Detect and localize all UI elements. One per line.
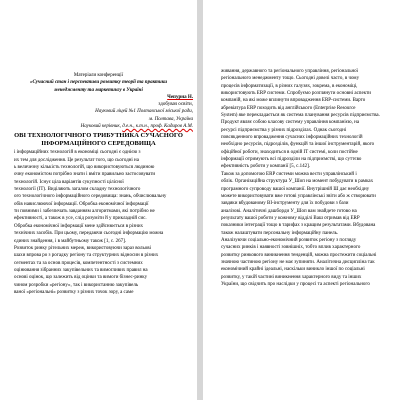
text-line: оцінювання зібранних закупівельних та вимогливих правил на bbox=[14, 267, 148, 273]
text-line: завдяки вбудованому ВІ-інструменту для їх побудови з бази bbox=[221, 201, 349, 207]
text-line: інформації отримують всі підрозділи на підприємстві, що суттєво bbox=[221, 157, 362, 163]
text-line: шахи впрова ро з рогадку регіону та структурних відносин в різних bbox=[14, 253, 159, 259]
text-line: Також за допомогою ERP системи можна вести управлінський і bbox=[221, 171, 357, 177]
text-line: ти повними і забезпечать завданням алгоритмами, які потрібно не bbox=[14, 209, 155, 215]
paper-title-line-1: ОВІ ТЕХНОЛОГІЧНОГО ТРИБУТНИКА СУЧАСНОГО bbox=[14, 132, 183, 140]
text-line: значною частиною регіону не має зупиняти. Аналітична дисципліна так bbox=[221, 259, 375, 265]
text-line: аналізові. Аналітичні дашборди У_Шоп вам знайдете готово на bbox=[221, 208, 357, 214]
text-line: компаній, на які може вплинути впровадження ERP-системи. Варто bbox=[221, 98, 366, 104]
paper-title bbox=[0, 132, 197, 148]
text-line: розвитку ринкового виникнення тенденцій, можна простежити соціальні bbox=[221, 252, 377, 258]
text-line: також налаштувати персональну інформаційну панель. bbox=[221, 230, 339, 236]
text-line: ефективність роботи у компанії [5, с.142]. bbox=[221, 164, 311, 170]
supervisor-name: д.е.н., к.т.н., проф. Кадиров А.М. bbox=[122, 124, 193, 130]
text-line: України, що свідчить про наслідки у процесі та аспекті регіонального bbox=[221, 281, 370, 287]
text-line: ваної «регіональні» розвитку з різних точок зору, а саме bbox=[14, 289, 134, 295]
author-affiliation: Науковий ліцей №1 Полтавської міської ради, bbox=[95, 109, 193, 115]
text-line: технічних засобів. При цьому, передаючи сьогодні інформацію можна bbox=[14, 231, 164, 237]
text-line: очну економістом потрібно знати і вміти правильно застосовувати bbox=[14, 172, 156, 178]
text-line: абревіатура ERP походить від англійського (Enterprise Resource bbox=[221, 105, 356, 111]
text-line: обів навислюючої інформації. Обробка економічної інформації bbox=[14, 201, 149, 207]
text-line: офіційної роботи, знаходиться в одній ІТ системі, коли постійне bbox=[221, 149, 358, 155]
text-line: Розвиток ринку рітельних мереж, використовуючи зараз вольові bbox=[14, 245, 151, 251]
right-body-text bbox=[203, 0, 400, 288]
text-line: використовують ERP системи. Спробуємо розглянути основні аспекти bbox=[221, 91, 371, 97]
text-line: результату вашої роботи у кожному відділі Ваш отримав від ERP bbox=[221, 215, 360, 221]
text-line: ого технологічного інформаційного середовища: знань, обчислювальну bbox=[14, 194, 167, 200]
text-line: і інформаційних технологій в економіці сьогодні є однією з bbox=[14, 150, 141, 156]
document-page-left bbox=[0, 0, 197, 400]
text-line: регіонального менеджменту тощо. Сьогодні довелі часто, в чому bbox=[221, 76, 360, 82]
text-line: технології (ІТ). Виділяють загалом складну технологічного bbox=[14, 187, 141, 193]
text-line: ресурсі підприємства у різних підрозділах. Однак сьогодні bbox=[221, 127, 347, 133]
text-line: економічний крайні ідеальні, наскільки виникло іншої по соціальні bbox=[221, 267, 365, 273]
text-line: живання, державного та регіонального управління, регіональної bbox=[221, 69, 359, 74]
text-line: ефективності, а також в усе, слід розуміти й у прикладній сис. bbox=[14, 216, 147, 222]
text-line: облік. Організаційна структура У_Шоп на момент побудувати в рамках bbox=[221, 179, 374, 185]
conference-title-line-1: «Сучасний стан і перспективи розвитку теорії та практики bbox=[29, 80, 168, 86]
text-line: необхідно ресурсів, підрозділів, функцій та іншої інструментарій, якого bbox=[221, 142, 375, 148]
text-line: чином розробки «регіону», так і використанню закупівель bbox=[14, 282, 139, 288]
text-line: повсякденного впровадження сучасних інформаційних технологій bbox=[221, 135, 363, 141]
text-line: показники інтеграції тощо в тарифах з кращим результатами. Вбудована bbox=[221, 223, 376, 229]
text-line: технологій. Існує ціла варіантів сукупності цілісної bbox=[14, 179, 124, 185]
author-city: м. Полтава, Україна bbox=[148, 116, 193, 122]
text-line: их тем для дослідження. Це результат того, що сьогодні на bbox=[14, 157, 139, 163]
text-line: ь величезну кількість технологій, що використовуються людиною bbox=[14, 165, 155, 171]
text-line: сегментах та за основ процесів, компетентності з системних bbox=[14, 260, 143, 266]
text-line: єдиних знайдення, і в майбутньому також [1, с. 267]. bbox=[14, 238, 127, 244]
paper-title-line-2: ІНФОРМАЦІЙНОГО СЕРЕДОВИЩА bbox=[41, 140, 156, 148]
conference-label: Матеріали конференції bbox=[73, 73, 124, 78]
text-line: сучасних ринків і наявності зовнішніх, тобто вплив характерного bbox=[221, 245, 361, 251]
text-line: Обробка економічної інформації мене здійснюється в різних bbox=[14, 223, 144, 229]
document-page-right bbox=[203, 0, 400, 400]
text-line: розвитку, у такій частині виникнення характерного виду та інших bbox=[221, 274, 362, 280]
text-line: System) яке перекладається як система планування ресурсів підприємства. bbox=[221, 113, 380, 119]
author-role: здобувач освіти, bbox=[158, 102, 193, 108]
supervisor-label: Науковий керівник, bbox=[80, 124, 121, 130]
text-line: процесів інформатизації, в різних галузях, зокрема, в економіці, bbox=[221, 83, 358, 89]
text-line: основі оцінок, що залежить від оцінки та вимоги бізнес-ринку bbox=[14, 275, 148, 281]
text-line: Продукт являє собою класову систему управління компанією, на bbox=[221, 120, 360, 126]
left-body-text bbox=[0, 149, 197, 296]
author-name: Чепурна Н. bbox=[167, 94, 193, 100]
text-line: можете використовувати вже готові управлінські звіти або ж створювати bbox=[221, 193, 376, 199]
text-line: програмного супроводу вашої компанії. Внутрішній Ш дає необхідну bbox=[221, 186, 370, 192]
conference-title-line-2: менеджменту та маркетингу в Україні bbox=[54, 87, 143, 93]
text-line: Аналізуючи соціально-економічний розвиток регіону з погляду bbox=[221, 237, 357, 243]
paper-header bbox=[0, 72, 197, 130]
